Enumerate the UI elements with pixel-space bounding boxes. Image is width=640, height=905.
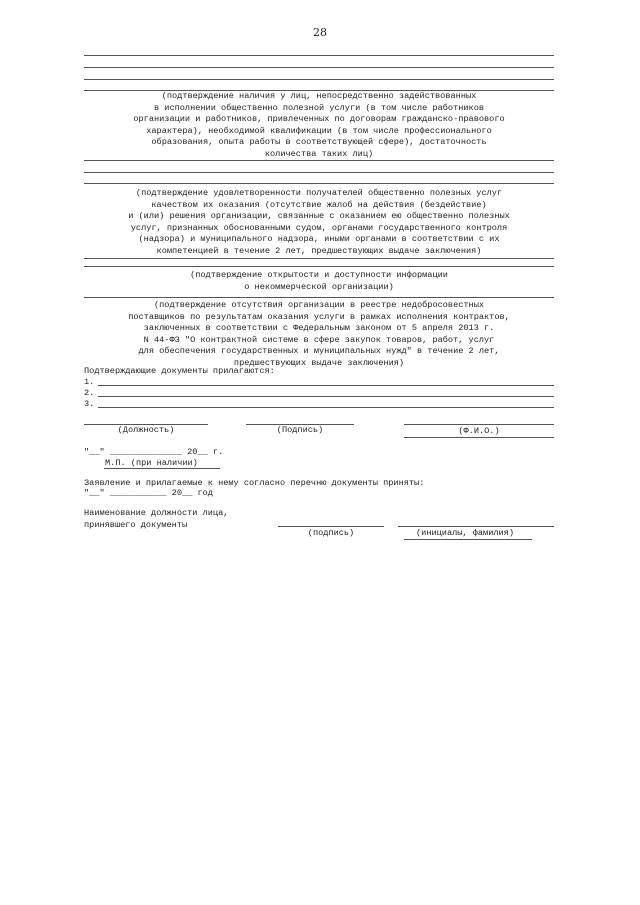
name-underline xyxy=(404,437,554,438)
fill-line[interactable] xyxy=(84,67,554,68)
stamp-note: М.П. (при наличии) xyxy=(105,458,198,468)
officer-signature-label: (подпись) xyxy=(307,528,355,538)
acceptance-date[interactable]: "__" ___________ 20__ год xyxy=(84,488,213,498)
fill-line[interactable] xyxy=(84,266,554,267)
registry-caption: (подтверждение отсутствия организации в реестре недобросовестных поставщиков по результатам оказания услуги в рамках исполнения контрактов, заключенных в соответствии с Федеральным законом от 5 апреля 2013 г. N 44-ФЗ "О контрактной системе в сфере закупок товаров, работ, услуг для обеспечения государственных и муниципальных нужд" в течение 2 лет, предшествующих выдаче заключения) xyxy=(128,300,510,368)
fill-line[interactable] xyxy=(84,183,554,184)
position-label: (Должность) xyxy=(117,425,175,435)
staff-qualification-caption: (подтверждение наличия у лиц, непосредственно задействованных в исполнении общественно полезной услуги (в том числе работников организации и работников, привлеченных по договорам гражданско-правового характера), необходимой квалификации (в том числе профессионального образования, опыта работы в соответствующей сфере), достаточность количества таких лиц) xyxy=(133,91,505,159)
signature-label: (Подпись) xyxy=(276,425,324,435)
attachment-line[interactable] xyxy=(98,407,554,408)
attachment-number: 3. xyxy=(84,399,95,409)
page-number: 28 xyxy=(313,26,327,39)
attachment-number: 1. xyxy=(84,377,95,387)
openness-caption: (подтверждение открытости и доступности информации о некоммерческой организации) xyxy=(190,270,448,292)
attachment-line[interactable] xyxy=(98,396,554,397)
full-name-label: (Ф.И.О.) xyxy=(458,426,500,436)
attachment-line[interactable] xyxy=(98,385,554,386)
attachments-title: Подтверждающие документы прилагаются: xyxy=(84,366,275,376)
initials-underline xyxy=(404,539,532,540)
fill-line[interactable] xyxy=(84,55,554,56)
signature-date[interactable]: "__" ______________ 20__ г. xyxy=(84,447,224,457)
stamp-underline xyxy=(104,468,220,469)
officer-initials-label: (инициалы, фамилия) xyxy=(416,528,514,538)
fill-line[interactable] xyxy=(84,160,554,161)
fill-line[interactable] xyxy=(84,258,554,259)
officer-name-line[interactable] xyxy=(398,526,554,527)
fill-line[interactable] xyxy=(84,79,554,80)
fill-line[interactable] xyxy=(84,297,554,298)
fill-line[interactable] xyxy=(84,172,554,173)
officer-signature-line[interactable] xyxy=(278,526,384,527)
attachment-number: 2. xyxy=(84,388,95,398)
satisfaction-caption: (подтверждение удовлетворенности получателей общественно полезных услуг качеством их оказания (отсутствие жалоб на действия (бездействие) и (или) решения организации, связанные с оказанием ею общественно полезных услуг, признанных обоснованными судом, органами государственного контроля (надзора) и муниципального надзора, иными органами в соответствии с их компетенцией в течение 2 лет, предшествующих выдаче заключения) xyxy=(128,188,510,256)
accepting-officer-label: Наименование должности лица, принявшего документы xyxy=(84,508,229,530)
acceptance-text: Заявление и прилагаемые к нему согласно перечню документы приняты: xyxy=(84,478,425,488)
name-line[interactable] xyxy=(404,424,554,425)
